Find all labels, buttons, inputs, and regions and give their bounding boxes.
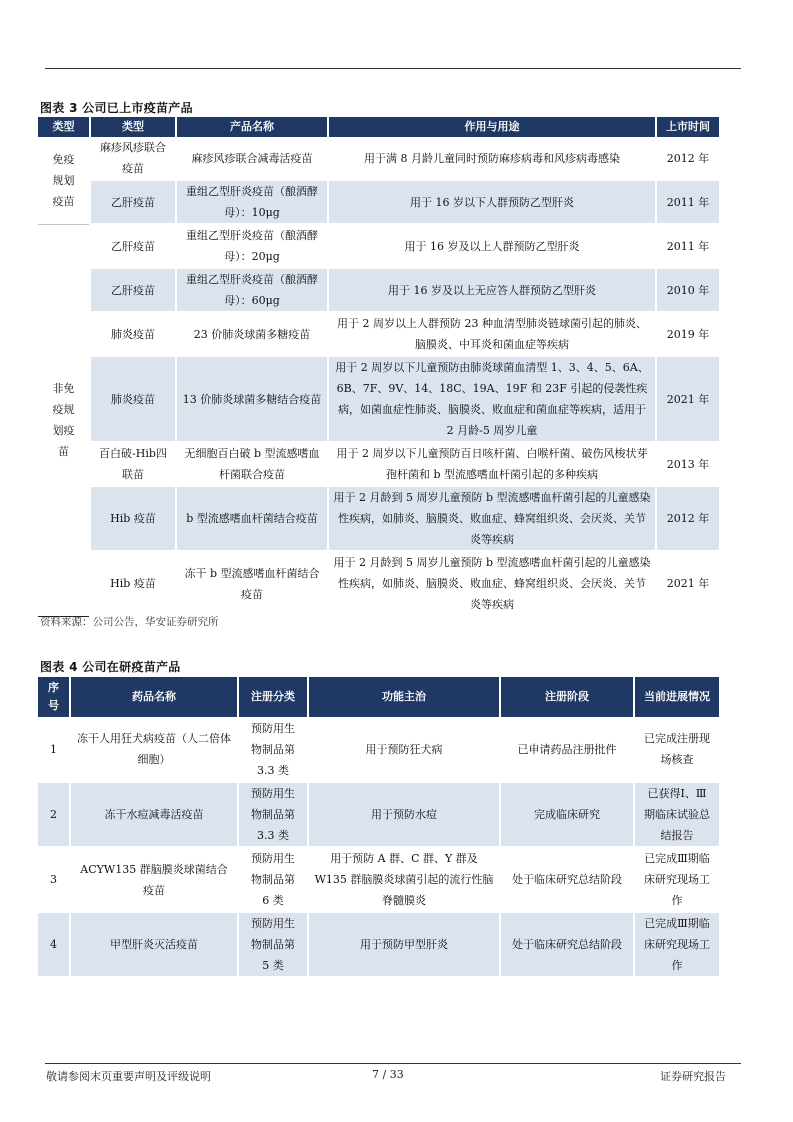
product-cell: 重组乙型肝炎疫苗（酿酒酵母）：10μg: [176, 180, 328, 224]
product-cell: 23 价肺炎球菌多糖疫苗: [176, 312, 328, 356]
table-row: [38, 782, 720, 847]
function-cell: 用于预防狂犬病: [308, 717, 500, 782]
marketed-vaccines-table: [38, 117, 721, 617]
usage-cell: 用于 16 岁及以上无应答人群预防乙型肝炎: [328, 268, 656, 312]
year-cell: 2012 年: [656, 137, 720, 180]
usage-cell: 用于 2 月龄到 5 周岁儿童预防 b 型流感嗜血杆菌引起的儿童感染性疾病，如肺炎、脑膜炎、败血症、蜂窝组织炎、会厌炎、关节炎等疾病: [328, 486, 656, 551]
header-type: 类型: [90, 117, 176, 137]
year-cell: 2013 年: [656, 442, 720, 486]
type-cell: Hib 疫苗: [90, 551, 176, 616]
type-cell: 肺炎疫苗: [90, 312, 176, 356]
function-cell: 用于预防 A 群、C 群、Y 群及 W135 群脑膜炎球菌引起的流行性脑脊髓膜炎: [308, 847, 500, 912]
name-cell: 冻干人用狂犬病疫苗（人二倍体细胞）: [70, 717, 238, 782]
table-row: [38, 486, 720, 551]
table-row: [38, 442, 720, 486]
page-number: 7 / 33: [372, 1068, 404, 1081]
no-cell: 1: [38, 717, 70, 782]
footer-disclaimer: 敬请参阅末页重要声明及评级说明: [46, 1070, 211, 1083]
name-cell: 冻干水痘减毒活疫苗: [70, 782, 238, 847]
header-stage: 注册阶段: [500, 677, 634, 717]
class-cell: 预防用生物制品第 3.3 类: [238, 717, 308, 782]
no-cell: 4: [38, 912, 70, 977]
figure4-title: 图表 4 公司在研疫苗产品: [40, 660, 181, 674]
progress-cell: 已完成注册现场核查: [634, 717, 720, 782]
header-product: 产品名称: [176, 117, 328, 137]
table-row: [38, 224, 720, 268]
progress-cell: 已完成Ⅲ期临床研究现场工作: [634, 847, 720, 912]
table-row: [38, 912, 720, 977]
product-cell: b 型流感嗜血杆菌结合疫苗: [176, 486, 328, 551]
type-cell: 乙肝疫苗: [90, 224, 176, 268]
header-year: 上市时间: [656, 117, 720, 137]
usage-cell: 用于 2 月龄到 5 周岁儿童预防 b 型流感嗜血杆菌引起的儿童感染性疾病，如肺炎、脑膜炎、败血症、蜂窝组织炎、会厌炎、关节炎等疾病: [328, 551, 656, 616]
category-non-immunization: 非免疫规划疫苗: [38, 224, 90, 616]
stage-cell: 处于临床研究总结阶段: [500, 847, 634, 912]
header-category: 类型: [38, 117, 90, 137]
type-cell: 肺炎疫苗: [90, 356, 176, 442]
table-row: [38, 717, 720, 782]
year-cell: 2019 年: [656, 312, 720, 356]
stage-cell: 已申请药品注册批件: [500, 717, 634, 782]
table-header-row: [38, 117, 720, 137]
progress-cell: 已获得Ⅰ、Ⅲ期临床试验总结报告: [634, 782, 720, 847]
header-name: 药品名称: [70, 677, 238, 717]
usage-cell: 用于 16 岁及以上人群预防乙型肝炎: [328, 224, 656, 268]
footer-rule: [45, 1063, 741, 1064]
function-cell: 用于预防甲型肝炎: [308, 912, 500, 977]
product-cell: 冻干 b 型流感嗜血杆菌结合疫苗: [176, 551, 328, 616]
table-row: [38, 312, 720, 356]
product-cell: 麻疹风疹联合减毒活疫苗: [176, 137, 328, 180]
table-row: [38, 356, 720, 442]
stage-cell: 处于临床研究总结阶段: [500, 912, 634, 977]
header-usage: 作用与用途: [328, 117, 656, 137]
year-cell: 2010 年: [656, 268, 720, 312]
type-cell: 乙肝疫苗: [90, 268, 176, 312]
type-cell: 乙肝疫苗: [90, 180, 176, 224]
pipeline-vaccines-table: [38, 677, 721, 978]
class-cell: 预防用生物制品第 6 类: [238, 847, 308, 912]
source-note: 资料来源：公司公告，华安证券研究所: [40, 616, 219, 628]
no-cell: 3: [38, 847, 70, 912]
class-cell: 预防用生物制品第 3.3 类: [238, 782, 308, 847]
table-row: [38, 268, 720, 312]
stage-cell: 完成临床研究: [500, 782, 634, 847]
usage-cell: 用于 16 岁以下人群预防乙型肝炎: [328, 180, 656, 224]
header-function: 功能主治: [308, 677, 500, 717]
type-cell: 百白破-Hib四联苗: [90, 442, 176, 486]
year-cell: 2012 年: [656, 486, 720, 551]
type-cell: 麻疹风疹联合疫苗: [90, 137, 176, 180]
table-header-row: [38, 677, 720, 717]
usage-cell: 用于 2 周岁以下儿童预防百日咳杆菌、白喉杆菌、破伤风梭状芽孢杆菌和 b 型流感嗜血杆菌引起的多种疾病: [328, 442, 656, 486]
header-progress: 当前进展情况: [634, 677, 720, 717]
header-no: 序号: [38, 677, 70, 717]
category-immunization: 免疫规划疫苗: [38, 137, 90, 224]
figure3-title: 图表 3 公司已上市疫苗产品: [40, 101, 193, 115]
product-cell: 重组乙型肝炎疫苗（酿酒酵母）：60μg: [176, 268, 328, 312]
year-cell: 2011 年: [656, 180, 720, 224]
usage-cell: 用于 2 周岁以上人群预防 23 种血清型肺炎链球菌引起的肺炎、脑膜炎、中耳炎和菌血症等疾病: [328, 312, 656, 356]
product-cell: 13 价肺炎球菌多糖结合疫苗: [176, 356, 328, 442]
year-cell: 2011 年: [656, 224, 720, 268]
table-row: [38, 180, 720, 224]
usage-cell: 用于满 8 月龄儿童同时预防麻疹病毒和风疹病毒感染: [328, 137, 656, 180]
type-cell: Hib 疫苗: [90, 486, 176, 551]
product-cell: 重组乙型肝炎疫苗（酿酒酵母）：20μg: [176, 224, 328, 268]
header-class: 注册分类: [238, 677, 308, 717]
name-cell: ACYW135 群脑膜炎球菌结合疫苗: [70, 847, 238, 912]
footer-report-type: 证券研究报告: [660, 1070, 726, 1083]
year-cell: 2021 年: [656, 356, 720, 442]
table-row: [38, 847, 720, 912]
function-cell: 用于预防水痘: [308, 782, 500, 847]
year-cell: 2021 年: [656, 551, 720, 616]
no-cell: 2: [38, 782, 70, 847]
table-row: [38, 137, 720, 180]
header-rule: [45, 68, 741, 69]
product-cell: 无细胞百白破 b 型流感嗜血杆菌联合疫苗: [176, 442, 328, 486]
usage-cell: 用于 2 周岁以下儿童预防由肺炎球菌血清型 1、3、4、5、6A、6B、7F、9V、14、18C、19A、19F 和 23F 引起的侵袭性疾病，如菌血症性肺炎、脑膜炎、败血症和菌血症等疾病，适用于 2 月龄-5 周岁儿童: [328, 356, 656, 442]
class-cell: 预防用生物制品第 5 类: [238, 912, 308, 977]
table-row: [38, 551, 720, 616]
name-cell: 甲型肝炎灭活疫苗: [70, 912, 238, 977]
progress-cell: 已完成Ⅲ期临床研究现场工作: [634, 912, 720, 977]
